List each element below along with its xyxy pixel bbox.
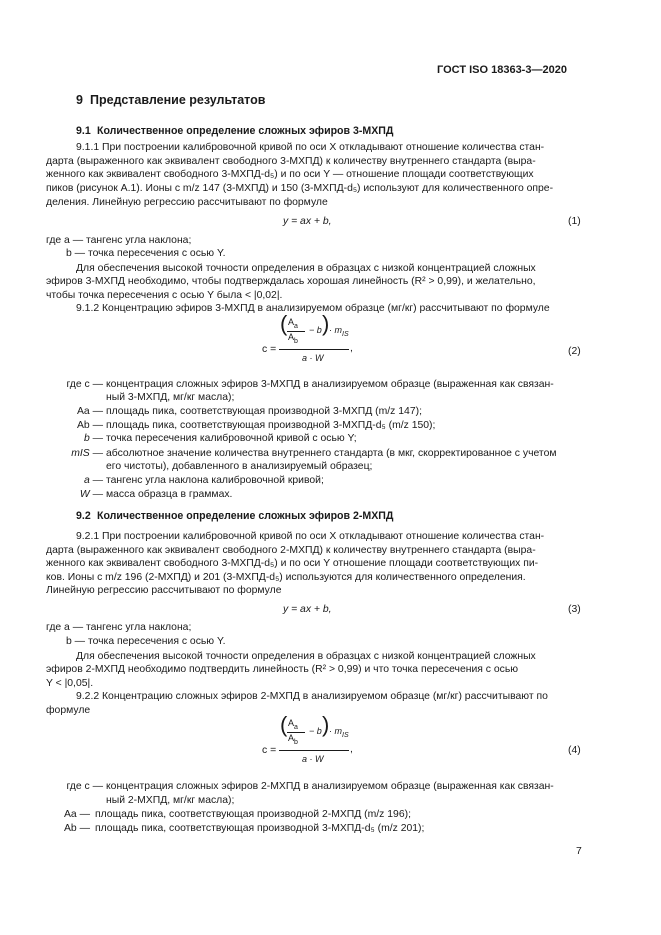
def-c-cont: ный 3-МХПД, мг/кг масла); <box>106 392 235 403</box>
para-9-1-1-line-3: женного как эквивалент свободного 3-МХПД-d₅) и по оси Y — отношение площади соответствующих <box>46 169 534 180</box>
where-1-b: b — точка пересечения с осью Y. <box>66 248 226 259</box>
def-c-text: концентрация сложных эфиров 3-МХПД в анализируемом образце (выраженная как связан- <box>106 379 554 390</box>
accuracy-9-1-line-2: эфиров 3-МХПД необходимо, чтобы подтверждалась хорошая линейность (R² > 0,99), и желательно, <box>46 276 536 287</box>
def2-c-cont: ный 2-МХПД, мг/кг масла); <box>106 795 235 806</box>
def2-aa-text: площадь пика, соответствующая производной 2-МХПД (m/z 196); <box>95 809 411 820</box>
left-paren: ( <box>280 311 288 336</box>
main-fraction-bar <box>279 750 349 751</box>
def-w-symbol: W — <box>79 489 103 500</box>
equation-4-number: (4) <box>568 745 581 756</box>
accuracy-9-1-line-1: Для обеспечения высокой точности определения в образцах с низкой концентрацией сложных <box>76 263 536 274</box>
para-9-2-1-line-1: 9.2.1 При построении калибровочной кривой по оси X откладывают отношение количества стан- <box>76 531 545 542</box>
subsection-9-2-number: 9.2 <box>76 510 91 522</box>
main-fraction-bar <box>279 349 349 350</box>
equation-3: y = ax + b, <box>283 604 332 615</box>
frac-numerator-aa: $A_a$ <box>288 317 298 330</box>
def-mis-cont: его чистоты), добавленного в анализируемый образец; <box>106 461 373 472</box>
right-paren: ) <box>322 712 330 737</box>
para-9-2-1-line-4: ков. Ионы с m/z 196 (2-МХПД) и 201 (3-МХПД-d₅) используются для количественного определения. <box>46 572 526 583</box>
equation-3-number: (3) <box>568 604 581 615</box>
def2-aa-symbol: Aa — <box>64 809 90 820</box>
section-number: 9 <box>76 93 83 107</box>
accuracy-9-2-line-3: Y < |0,05|. <box>46 678 94 689</box>
para-9-2-2-line-1: 9.2.2 Концентрацию сложных эфиров 2-МХПД в анализируемом образце (мг/кг) рассчитывают по <box>76 691 548 702</box>
def2-ab-symbol: Ab — <box>64 823 90 834</box>
formula-c: c = <box>262 745 277 756</box>
right-paren: ) <box>322 311 330 336</box>
def-b-symbol: b — <box>83 433 103 444</box>
equation-1: y = ax + b, <box>283 216 332 227</box>
def-a-symbol: a — <box>83 475 103 486</box>
frac-numerator-aa: $A_a$ <box>288 718 298 731</box>
subsection-9-1-title: Количественное определение сложных эфиров 3-МХПД <box>97 125 394 137</box>
para-9-2-1-line-2: дарта (выраженного как эквивалент свободного 2-МХПД) к количеству внутреннего стандарта (выра- <box>46 545 536 556</box>
para-9-1-1-line-2: дарта (выраженного как эквивалент свободного 3-МХПД) к количеству внутреннего стандарта (выра- <box>46 156 536 167</box>
page-number: 7 <box>576 846 582 857</box>
def-mis-text: абсолютное значение количества внутреннего стандарта (в мкг, скорректированное с учетом <box>106 448 557 459</box>
para-9-2-1-line-5: Линейную регрессию рассчитывают по формуле <box>46 585 282 596</box>
formula-minus-b: − b <box>309 726 322 736</box>
para-9-2-2-line-2: формуле <box>46 705 91 716</box>
def-c-symbol: где c — <box>66 379 103 390</box>
def-ab-symbol: Ab — <box>77 420 103 431</box>
subsection-9-1-number: 9.1 <box>76 125 91 137</box>
def-b-text: точка пересечения калибровочной кривой c осью Y; <box>106 433 357 444</box>
frac-denominator-ab: $A_b$ <box>288 733 298 746</box>
subsection-9-2-title: Количественное определение сложных эфиров 2-МХПД <box>97 510 394 522</box>
def2-c-symbol: где c — <box>66 781 103 792</box>
where-3-b: b — точка пересечения с осью Y. <box>66 636 226 647</box>
where-1-a: где a — тангенс угла наклона; <box>46 235 192 246</box>
document-standard-header: ГОСТ ISO 18363-3—2020 <box>437 64 567 76</box>
formula-minus-b: − b <box>309 325 322 335</box>
accuracy-9-2-line-1: Для обеспечения высокой точности определения в образцах c низкой концентрацией сложных <box>76 651 536 662</box>
left-paren: ( <box>280 712 288 737</box>
accuracy-9-2-line-2: эфиров 2-МХПД необходимо подтвердить линейность (R² > 0,99) и что точка пересечения c осью <box>46 664 519 675</box>
formula-c: c = <box>262 344 277 355</box>
para-9-1-1-line-4: пиков (рисунок А.1). Ионы с m/z 147 (3-МХПД) и 150 (3-МХПД-d₅) используют для количественного опре- <box>46 183 554 194</box>
def-aa-symbol: Aa — <box>77 406 103 417</box>
para-9-2-1-line-3: женного как эквивалент свободного 3-МХПД-d₅) и по оси Y отношение площади соответствующих пи- <box>46 558 539 569</box>
para-9-1-1-line-5: деления. Линейную регрессию рассчитывают по формуле <box>46 197 328 208</box>
formula-4 <box>262 714 372 784</box>
formula-denominator: a · W <box>302 754 324 764</box>
def-mis-symbol: mIS — <box>71 448 103 459</box>
para-9-1-2: 9.1.2 Концентрацию эфиров 3-МХПД в анализируемом образце (мг/кг) рассчитывают по формуле <box>76 303 550 314</box>
equation-1-number: (1) <box>568 216 581 227</box>
frac-denominator-ab: $A_b$ <box>288 332 298 345</box>
formula-denominator: a · W <box>302 353 324 363</box>
formula-comma: , <box>350 343 353 354</box>
formula-2 <box>262 313 372 383</box>
def-aa-text: площадь пика, соответствующая производной 3-МХПД (m/z 147); <box>106 406 422 417</box>
def-ab-text: площадь пика, соответствующая производной 3-МХПД-d₅ (m/z 150); <box>106 420 436 431</box>
section-title: Представление результатов <box>90 93 266 107</box>
formula-comma: , <box>350 744 353 755</box>
where-3-a: где a — тангенс угла наклона; <box>46 622 192 633</box>
def-w-text: масса образца в граммах. <box>106 489 233 500</box>
formula-mis: · $m_{IS}$ <box>329 325 349 338</box>
def2-ab-text: площадь пика, соответствующая производной 3-МХПД-d₅ (m/z 201); <box>95 823 425 834</box>
formula-mis: · $m_{IS}$ <box>329 726 349 739</box>
def2-c-text: концентрация сложных эфиров 2-МХПД в анализируемом образце (выраженная как связан- <box>106 781 554 792</box>
accuracy-9-1-line-3: чтобы точка пересечения c осью Y была < |0,02|. <box>46 290 283 301</box>
def-a-text: тангенс угла наклона калибровочной кривой; <box>106 475 324 486</box>
para-9-1-1-line-1: 9.1.1 При построении калибровочной кривой по оси X откладывают отношение количества стан- <box>76 142 545 153</box>
equation-2-number: (2) <box>568 346 581 357</box>
